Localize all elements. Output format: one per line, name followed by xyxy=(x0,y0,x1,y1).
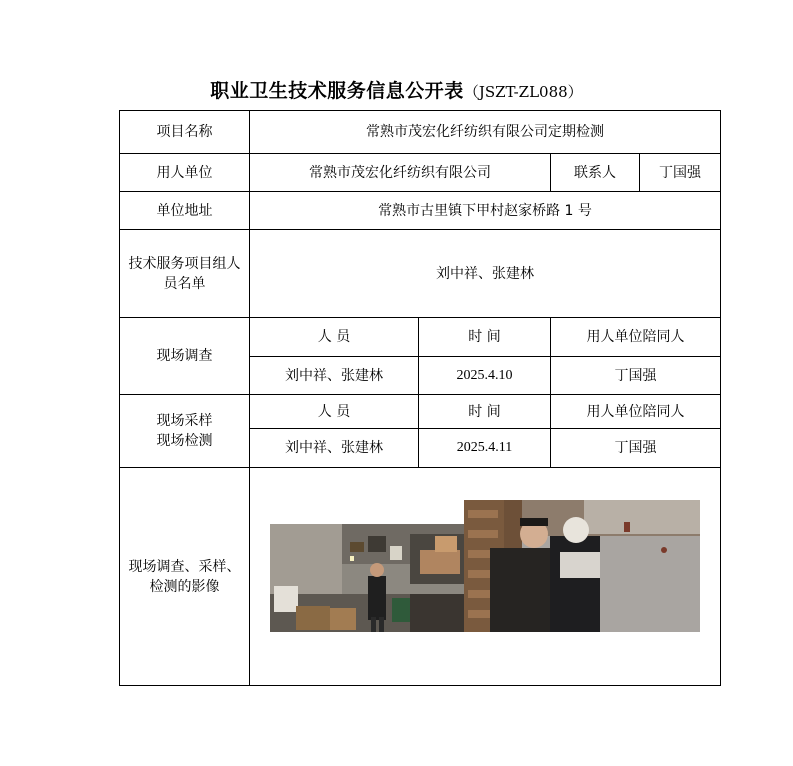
address-value: 常熟市古里镇下甲村赵家桥路 1 号 xyxy=(250,192,721,230)
project-name-value: 常熟市茂宏化纤纺织有限公司定期检测 xyxy=(250,111,721,154)
form-code: （JSZT-ZL088） xyxy=(463,83,583,101)
row-sampling-header xyxy=(120,395,721,429)
address-label: 单位地址 xyxy=(120,192,250,230)
contact-value: 丁国强 xyxy=(640,154,721,192)
team-label: 技术服务项目组人员名单 xyxy=(120,230,250,318)
site-photo-1 xyxy=(270,524,464,632)
project-name-label: 项目名称 xyxy=(120,111,250,154)
row-employer xyxy=(120,154,721,192)
sampling-label xyxy=(120,395,250,468)
row-survey-header xyxy=(120,318,721,357)
sampling-label-line2: 现场检测 xyxy=(156,433,213,449)
employer-label: 用人单位 xyxy=(120,154,250,192)
survey-header-personnel: 人 员 xyxy=(250,318,419,357)
survey-escort: 丁国强 xyxy=(551,357,721,395)
sampling-time: 2025.4.11 xyxy=(419,429,551,468)
row-project-name xyxy=(120,111,721,154)
images-cell xyxy=(250,468,721,686)
images-label-line1: 现场调查、采样、 xyxy=(128,558,241,575)
info-table xyxy=(119,110,721,686)
team-value: 刘中祥、张建林 xyxy=(250,230,721,318)
sampling-escort: 丁国强 xyxy=(551,429,721,468)
row-images xyxy=(120,468,721,686)
images-label xyxy=(120,468,250,686)
survey-header-time: 时 间 xyxy=(419,318,551,357)
survey-personnel: 刘中祥、张建林 xyxy=(250,357,419,395)
sampling-header-time: 时 间 xyxy=(419,395,551,429)
employer-value: 常熟市茂宏化纤纺织有限公司 xyxy=(250,154,551,192)
sampling-header-escort: 用人单位陪同人 xyxy=(551,395,721,429)
contact-label: 联系人 xyxy=(551,154,640,192)
images-label-line2: 检测的影像 xyxy=(149,578,220,595)
survey-label: 现场调查 xyxy=(120,318,250,395)
sampling-personnel: 刘中祥、张建林 xyxy=(250,429,419,468)
survey-time: 2025.4.10 xyxy=(419,357,551,395)
document-title xyxy=(0,76,793,103)
title-text: 职业卫生技术服务信息公开表 xyxy=(210,80,464,102)
survey-header-escort: 用人单位陪同人 xyxy=(551,318,721,357)
sampling-label-line1: 现场采样 xyxy=(156,413,213,429)
photo-area xyxy=(250,469,720,685)
sampling-header-personnel: 人 员 xyxy=(250,395,419,429)
row-team xyxy=(120,230,721,318)
row-address xyxy=(120,192,721,230)
site-photo-2 xyxy=(464,500,700,632)
